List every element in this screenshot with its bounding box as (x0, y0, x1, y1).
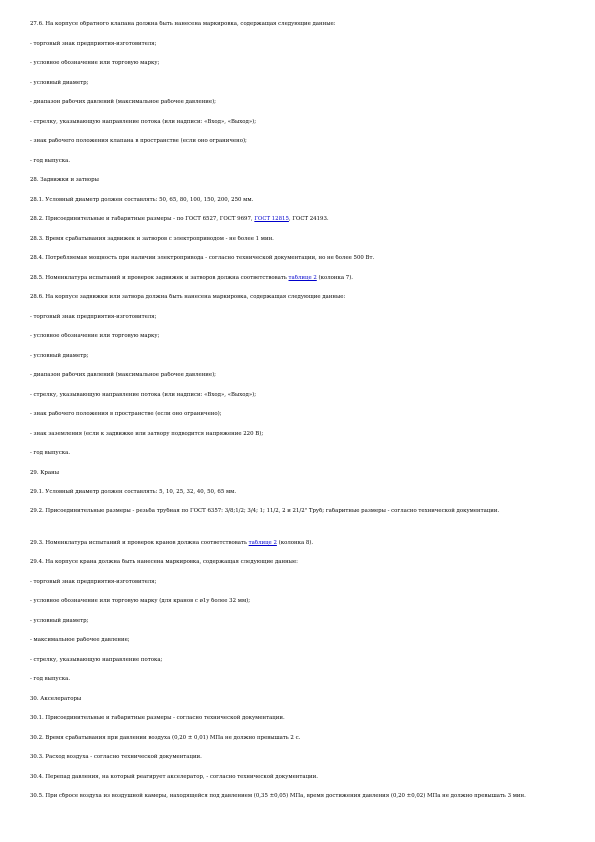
text-segment: 29.3. Номенклатура испытаний и проверок кранов должна соответствовать (30, 540, 249, 546)
text-segment: 30.1. Присоединительные и габаритные размеры - согласно технической документации. (30, 715, 285, 721)
text-segment: 28.3. Время срабатывания задвижек и затворов с электроприводом - не более 1 мин. (30, 236, 274, 242)
text-line (30, 158, 565, 165)
text-segment: - знак рабочего положения клапана в пространстве (если оно ограничено); (30, 138, 247, 144)
text-line (30, 314, 565, 321)
text-line (30, 216, 565, 223)
text-segment: 28. Задвижки и затворы (30, 177, 99, 183)
text-line (30, 21, 565, 28)
text-line (30, 676, 565, 683)
text-line (30, 333, 565, 340)
text-line (30, 657, 565, 664)
text-line (30, 60, 565, 67)
text-segment: - условное обозначение или торговую марку; (30, 60, 160, 66)
text-segment: 29.1. Условный диаметр должен составлять: 5, 10, 25, 32, 40, 50, 65 мм. (30, 489, 237, 495)
text-segment: - год выпуска. (30, 158, 71, 164)
text-segment: - торговый знак предприятия-изготовителя; (30, 41, 157, 47)
text-segment: - условный диаметр; (30, 80, 89, 86)
text-segment: (колонка 7). (316, 275, 354, 281)
text-line (30, 508, 565, 515)
text-line (30, 236, 565, 243)
text-line (30, 540, 565, 547)
text-line (30, 275, 565, 282)
text-line (30, 470, 565, 477)
text-segment: - стрелку, указывающую направление потока (или надписи: «Вход», «Выход»); (30, 392, 257, 398)
text-line (30, 372, 565, 379)
text-line (30, 99, 565, 106)
text-segment: - диапазон рабочих давлений (максимальное рабочее давление); (30, 372, 216, 378)
text-segment: - стрелку, указывающую направление потока (или надписи: «Вход», «Выход»); (30, 119, 257, 125)
text-segment: 29. Краны (30, 470, 60, 476)
text-line (30, 735, 565, 742)
text-line (30, 411, 565, 418)
text-segment: 28.1. Условный диаметр должен составлять: 50, 65, 80, 100, 150, 200, 250 мм. (30, 197, 254, 203)
text-segment: - условный диаметр; (30, 618, 89, 624)
text-segment: - знак рабочего положения в пространстве (если оно ограничено); (30, 411, 222, 417)
text-segment: 29.2. Присоединительные размеры - резьба трубная по ГОСТ 6357: 3/8;1/2; 3/4; 1; 11/2, 2 и 21/2" Труб; габаритные размеры - согласно технической документации. (30, 508, 500, 514)
text-line (30, 715, 565, 722)
text-line (30, 618, 565, 625)
text-segment: 28.5. Номенклатура испытаний и проверок задвижек и затворов должна соответствовать (30, 275, 289, 281)
text-line (30, 119, 565, 126)
text-segment: 30.2. Время срабатывания при давлении воздуха (0,20 ± 0,01) МПа не должно превышать 2 с. (30, 735, 301, 741)
text-segment: - условный диаметр; (30, 353, 89, 359)
text-line (30, 598, 565, 605)
text-segment: - диапазон рабочих давлений (максимальное рабочее давление); (30, 99, 216, 105)
text-segment: 30.4. Перепад давления, на который реагирует акселератор, - согласно технической документации. (30, 774, 318, 780)
text-segment: , ГОСТ 24193. (288, 216, 329, 222)
text-line (30, 197, 565, 204)
text-segment: - торговый знак предприятия-изготовителя; (30, 314, 157, 320)
text-segment: 30. Акселераторы (30, 696, 82, 702)
text-segment: - год выпуска. (30, 450, 71, 456)
text-segment: 30.3. Расход воздуха - согласно технической документации. (30, 754, 202, 760)
document-link[interactable]: ГОСТ 12815 (254, 216, 289, 222)
text-line (30, 637, 565, 644)
text-line (30, 696, 565, 703)
text-line (30, 255, 565, 262)
text-line (30, 450, 565, 457)
text-segment: - условное обозначение или торговую марку; (30, 333, 160, 339)
text-segment: - стрелку, указывающую направление потока; (30, 657, 163, 663)
text-segment: 27.6. На корпусе обратного клапана должна быть нанесена маркировка, содержащая следующие данные: (30, 21, 336, 27)
text-line (30, 177, 565, 184)
text-line (30, 41, 565, 48)
text-segment: 28.2. Присоединительные и габаритные размеры - по ГОСТ 6527, ГОСТ 9697, (30, 216, 255, 222)
text-line (30, 754, 565, 761)
text-line (30, 489, 565, 496)
text-line (30, 431, 565, 438)
text-segment: - год выпуска. (30, 676, 71, 682)
text-segment: 28.6. На корпусе задвижки или затвора должна быть нанесена маркировка, содержащая следующие данные: (30, 294, 346, 300)
text-segment: - условное обозначение или торговую марку (для кранов с ø1у более 32 мм); (30, 598, 251, 604)
text-line (30, 80, 565, 87)
text-segment: - знак заземления (если к задвижке или затвору подводится напряжение 220 В); (30, 431, 264, 437)
text-line (30, 793, 565, 800)
text-line (30, 353, 565, 360)
text-segment: 30.5. При сбросе воздуха из воздушной камеры, находящейся под давлением (0,35 ±0,05) МПа, время достижения давления (0,20 ±0,02) МПа не должно превышать 3 мин. (30, 793, 526, 799)
document-link[interactable]: таблице 2 (248, 540, 277, 546)
text-line (30, 138, 565, 145)
text-line (30, 392, 565, 399)
text-line (30, 294, 565, 301)
text-segment: - торговый знак предприятия-изготовителя; (30, 579, 157, 585)
text-line (30, 774, 565, 781)
text-line (30, 559, 565, 566)
document-link[interactable]: таблице 2 (288, 275, 317, 281)
text-line (30, 579, 565, 586)
text-segment: 29.4. На корпусе крана должна быть нанесена маркировка, содержащая следующие данные: (30, 559, 298, 565)
text-segment: (колонка 8). (276, 540, 314, 546)
text-segment: - максимальное рабочее давление; (30, 637, 130, 643)
text-segment: 28.4. Потребляемая мощность при наличии электропривода - согласно технической документации, но не более 500 Вт. (30, 255, 375, 261)
